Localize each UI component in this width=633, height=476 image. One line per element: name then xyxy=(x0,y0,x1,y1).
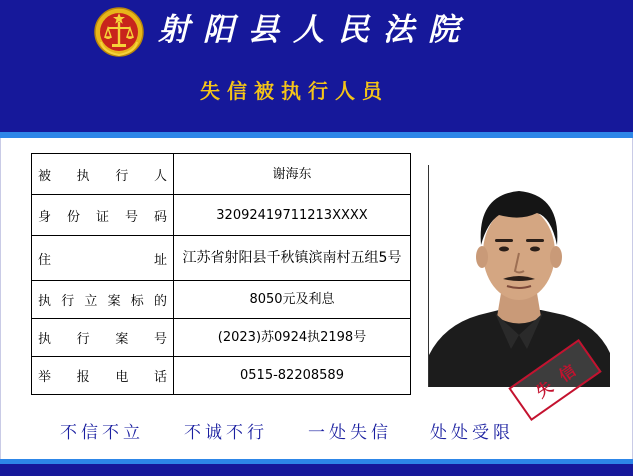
id-number-value: 32092419711213XXXX xyxy=(174,195,411,236)
field-label: 举报电话 xyxy=(32,357,174,395)
table-row xyxy=(32,319,411,357)
field-label: 执行立案标的 xyxy=(32,281,174,319)
field-label: 执行案号 xyxy=(32,319,174,357)
header-banner xyxy=(0,0,633,132)
debtor-name-value: 谢海东 xyxy=(174,154,411,195)
table-row xyxy=(32,357,411,395)
court-emblem-icon xyxy=(93,6,145,58)
field-label: 住址 xyxy=(32,236,174,281)
notice-subtitle: 失信被执行人员 xyxy=(200,79,389,103)
motto-phrase: 不信不立 xyxy=(60,423,144,443)
field-label: 身份证号码 xyxy=(32,195,174,236)
stamp-text-right: 信 xyxy=(555,360,580,386)
table-row xyxy=(32,236,411,281)
motto-phrase: 不诚不行 xyxy=(184,423,268,443)
table-row xyxy=(32,195,411,236)
stamp-text-left: 失 xyxy=(532,376,557,402)
table-row xyxy=(32,281,411,319)
motto-line xyxy=(60,422,600,444)
header-stripe xyxy=(0,132,633,138)
motto-phrase: 处处受限 xyxy=(430,423,514,443)
address-value: 江苏省射阳县千秋镇滨南村五组5号 xyxy=(174,236,411,281)
court-name: 射阳县人民法院 xyxy=(158,12,473,48)
motto-phrase: 一处失信 xyxy=(308,423,392,443)
field-label: 被执行人 xyxy=(32,154,174,195)
case-number-value: (2023)苏0924执2198号 xyxy=(174,319,411,357)
footer-banner xyxy=(0,464,633,476)
table-row xyxy=(32,154,411,195)
debtor-info-table xyxy=(31,153,411,395)
report-phone-value: 0515-82208589 xyxy=(174,357,411,395)
case-amount-value: 8050元及利息 xyxy=(174,281,411,319)
